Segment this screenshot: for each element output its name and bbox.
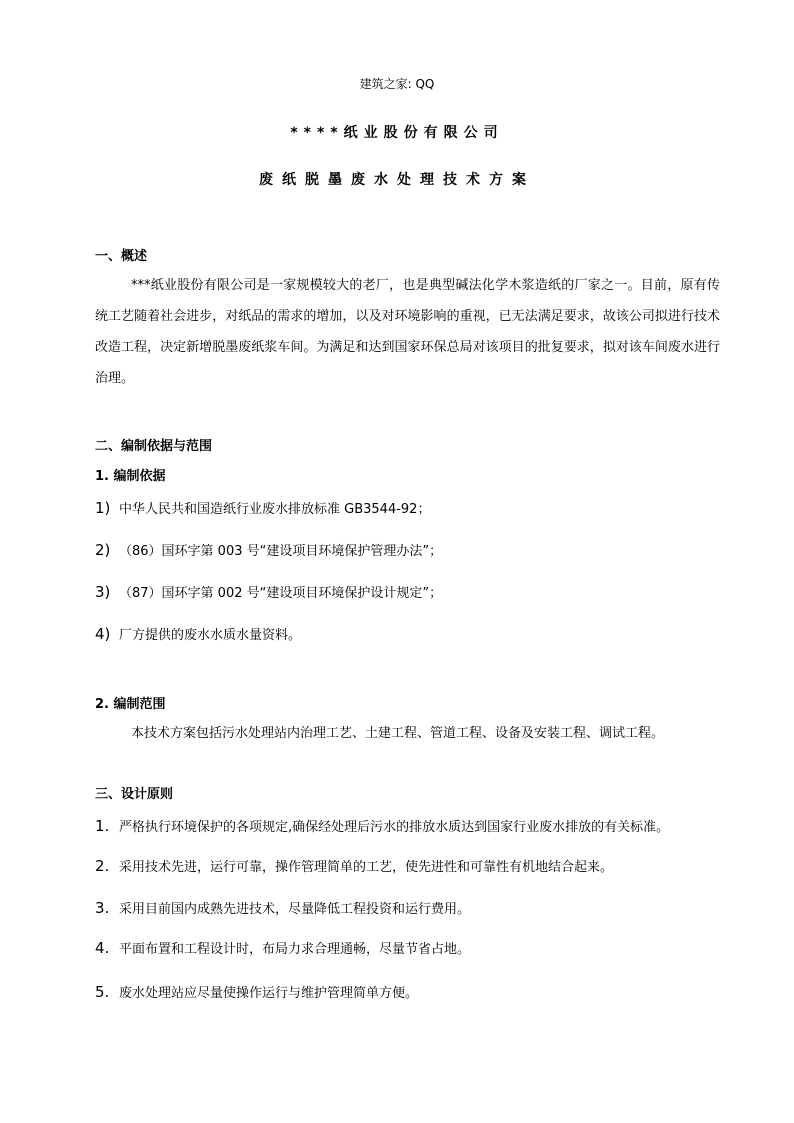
principle-item-3 xyxy=(95,898,725,920)
basis-item-number: 4) xyxy=(95,625,111,643)
principle-item-number: 1. xyxy=(95,817,110,835)
principle-item-1 xyxy=(95,816,725,838)
principle-item-number: 5. xyxy=(95,983,110,1001)
principle-item-text: 平面布置和工程设计时，布局力求合理通畅，尽量节省占地。 xyxy=(119,942,471,957)
basis-item-text: 中华人民共和国造纸行业废水排放标准 GB3544-92； xyxy=(119,502,431,517)
basis-item-3 xyxy=(95,582,725,604)
basis-item-number: 2) xyxy=(95,541,111,559)
principle-item-4 xyxy=(95,938,725,960)
basis-item-text: （86）国环字第 003 号“建设项目环境保护管理办法”； xyxy=(119,544,443,559)
principle-item-2 xyxy=(95,856,725,878)
basis-item-4 xyxy=(95,624,725,646)
basis-item-number: 3) xyxy=(95,583,111,601)
basis-item-number: 1) xyxy=(95,499,111,517)
section-3-heading: 三、设计原则 xyxy=(95,787,174,802)
principle-item-number: 2. xyxy=(95,857,110,875)
section-2-heading: 二、编制依据与范围 xyxy=(95,439,213,454)
basis-item-text: 厂方提供的废水水质水量资料。 xyxy=(119,628,302,643)
principle-item-number: 3. xyxy=(95,899,110,917)
section-1-paragraph-text: ***纸业股份有限公司是一家规模较大的老厂，也是典型碱法化学木浆造纸的厂家之一。目前，原有传统工艺随着社会进步，对纸品的需求的增加，以及对环境影响的重视，已无法满足要求，故该公司拟进行技术改造工程，决定新增脱墨废纸浆车间。为满足和达到国家环保总局对该项目的批复要求，拟对该车间废水进行治理。 xyxy=(95,278,720,386)
principle-item-text: 采用技术先进，运行可靠，操作管理简单的工艺，使先进性和可靠性有机地结合起来。 xyxy=(119,860,614,875)
scope-text: 本技术方案包括污水处理站内治理工艺、土建工程、管道工程、设备及安装工程、调试工程。 xyxy=(131,726,665,741)
section-1-paragraph xyxy=(95,270,720,394)
basis-item-text: （87）国环字第 002 号“建设项目环境保护设计规定”； xyxy=(119,586,443,601)
company-title: ****纸业股份有限公司 xyxy=(290,125,504,141)
header-note: 建筑之家: QQ xyxy=(359,77,435,91)
subsection-scope-heading: 2. 编制范围 xyxy=(95,697,166,712)
section-1-heading: 一、概述 xyxy=(95,249,148,264)
subsection-basis-heading: 1. 编制依据 xyxy=(95,469,166,484)
basis-item-1 xyxy=(95,498,725,520)
principle-item-5 xyxy=(95,982,725,1004)
principle-item-text: 采用目前国内成熟先进技术，尽量降低工程投资和运行费用。 xyxy=(119,902,471,917)
principle-item-text: 废水处理站应尽量使操作运行与维护管理简单方便。 xyxy=(119,986,419,1001)
principle-item-text: 严格执行环境保护的各项规定,确保经处理后污水的排放水质达到国家行业废水排放的有关标准。 xyxy=(119,820,670,835)
principle-item-number: 4. xyxy=(95,939,110,957)
document-title: 废纸脱墨废水处理技术方案 xyxy=(259,172,535,188)
basis-item-2 xyxy=(95,540,725,562)
